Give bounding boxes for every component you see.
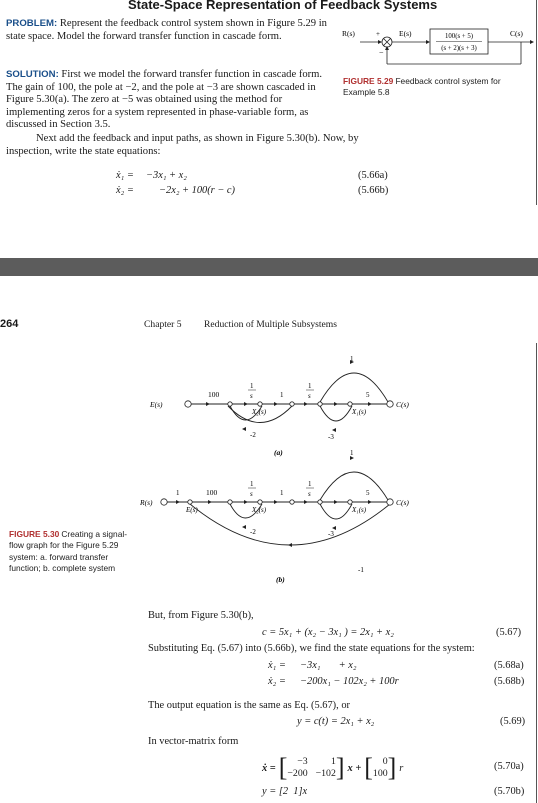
a22: −102 [315, 768, 336, 779]
gain-one-a-top: 1 [350, 355, 354, 363]
r-input-label: R(s) [342, 29, 355, 38]
matrix-b: [ 0 100 ] [364, 753, 397, 782]
gain-five-a: 5 [366, 391, 370, 399]
node-c-label-b: C(s) [396, 498, 409, 507]
but-text: But, from Figure 5.30(b), [148, 610, 254, 621]
figure-5-29-caption-text: Feedback control system for Example 5.8 [343, 76, 501, 97]
eq-5-66b-rhs: −2x₂ + 100(r − c) [159, 185, 236, 196]
solution-label: SOLUTION: [6, 69, 59, 80]
eq-5-66b-lhs: ẋ₂ = [116, 185, 134, 196]
chapter-title: Reduction of Multiple Subsystems [204, 319, 337, 330]
page-number: 264 [0, 318, 19, 330]
problem-label: PROBLEM: [6, 18, 58, 29]
integrator-2-num: 1 [308, 382, 312, 390]
page-1-right-edge [536, 0, 537, 205]
c-output-label: C(s) [510, 29, 523, 38]
eq-5-67: c = 5x₁ + (x₂ − 3x₁ ) = 2x₁ + x₂ [262, 627, 394, 638]
eq-5-68b-rhs: −200x₁ − 102x₂ + 100r [300, 676, 399, 687]
gain-five-b: 5 [366, 489, 370, 497]
b2: 100 [372, 768, 388, 779]
sub-a-label: (a) [274, 448, 283, 457]
eq-5-70b-number: (5.70b) [494, 786, 525, 797]
node-e-label-b: E(s) [186, 506, 198, 514]
gain-minus3-b: -3 [328, 530, 334, 538]
plus-sign: + [376, 30, 380, 38]
eq-5-70a [262, 752, 403, 784]
e-signal-label: E(s) [399, 29, 412, 38]
node-c-label-a: C(s) [396, 400, 409, 409]
integrator-1-num-b: 1 [250, 480, 254, 488]
eq-5-70a-x: x + [347, 762, 362, 774]
tf-numerator: 100(s + 5) [445, 33, 473, 40]
node-x1-label-a: X₁(s) [352, 408, 367, 416]
eq-5-69: y = c(t) = 2x₁ + x₂ [297, 716, 375, 727]
next-paragraph: Next add the feedback and input paths, as shown in Figure 5.30(b). Now, by inspection, write the state equations: [6, 133, 359, 157]
figure-5-30-label: FIGURE 5.30 [9, 529, 60, 539]
gain-one-b-top: 1 [350, 449, 354, 457]
eq-5-68b-number: (5.68b) [494, 676, 525, 687]
figure-5-29-block-diagram [338, 22, 536, 72]
figure-5-30-caption [9, 529, 141, 575]
gain-minus1-b: -1 [358, 566, 364, 574]
node-e-label: E(s) [150, 400, 163, 409]
eq-5-68a-lhs: ẋ₁ = [268, 660, 286, 671]
tf-denominator: (s + 2)(s + 3) [441, 45, 477, 52]
substitution-text: Substituting Eq. (5.67) into (5.66b), we find the state equations for the system: [148, 643, 475, 654]
node-e [185, 401, 191, 407]
node-x2-label-b: X₂(s) [252, 506, 267, 514]
integrator-1-den-b: s [250, 490, 253, 498]
eq-5-68a-number: (5.68a) [494, 660, 524, 671]
page-separator [0, 258, 538, 276]
gain-one-b-input: 1 [176, 489, 180, 497]
a12: 1 [330, 756, 336, 767]
solution-text: First we model the forward transfer function in cascade form. The gain of 100, the pole at −2, and the pole at −3 are shown cascaded in Figure 5.30(a). The zero at −5 was obtained using the method for implementing zeros for a system represented in phase-variable form, as discussed in Section 3.5. [6, 69, 323, 131]
eq-5-70a-r: r [399, 762, 404, 774]
node-x1-label-b: X₁(s) [352, 506, 367, 514]
eq-5-69-number: (5.69) [500, 716, 526, 727]
node-c-b [387, 499, 393, 505]
gain-minus2-b: -2 [250, 528, 256, 536]
node-r-label: R(s) [140, 498, 153, 507]
page-2-right-edge [536, 343, 537, 803]
eq-5-66a-number: (5.66a) [358, 170, 388, 181]
solution-paragraph [6, 69, 336, 132]
chapter-label: Chapter 5 [144, 319, 182, 330]
output-text: The output equation is the same as Eq. (5.67), or [148, 700, 350, 711]
gain-one-a1: 1 [280, 391, 284, 399]
figure-5-30-caption-text: Creating a signal-flow graph for the Figure 5.29 system: a. forward transfer function; b. complete system [9, 529, 128, 574]
node-c [387, 401, 393, 407]
sub-b-label: (b) [276, 575, 285, 584]
gain-100-a: 100 [208, 390, 220, 399]
a11: −3 [297, 756, 308, 767]
eq-5-70a-number: (5.70a) [494, 761, 524, 772]
problem-paragraph [6, 18, 334, 43]
figure-5-29-label: FIGURE 5.29 [343, 76, 394, 86]
eq-5-70a-lhs: ẋ = [262, 762, 276, 774]
integrator-2-num-b: 1 [308, 480, 312, 488]
gain-100-b: 100 [206, 488, 218, 497]
page-title: State-Space Representation of Feedback Systems [128, 0, 438, 12]
eq-5-70b: y = [2 1]x [262, 786, 308, 797]
minus-sign: − [379, 48, 384, 57]
vector-text: In vector-matrix form [148, 736, 239, 747]
eq-5-66a-rhs: −3x₁ + x₂ [146, 170, 187, 181]
eq-5-67-number: (5.67) [496, 627, 522, 638]
figure-5-29-caption [343, 76, 535, 97]
node-x2-label-a: X₂(s) [252, 408, 267, 416]
b1: 0 [382, 756, 388, 767]
eq-5-68a-rhs: −3x₁ + x₂ [300, 660, 357, 671]
integrator-2-den-b: s [308, 490, 311, 498]
eq-5-66b-number: (5.66b) [358, 185, 389, 196]
integrator-1-num: 1 [250, 382, 254, 390]
a21: −200 [287, 768, 308, 779]
matrix-a: [ −3 1 −200 −102 ] [278, 753, 345, 782]
eq-5-68b-lhs: ẋ₂ = [268, 676, 286, 687]
gain-minus3-a: -3 [328, 433, 334, 441]
gain-minus2-a: -2 [250, 431, 256, 439]
gain-one-b1: 1 [280, 489, 284, 497]
integrator-2-den: s [308, 392, 311, 400]
figure-5-30b-signal-flow-graph [140, 448, 430, 586]
node-r [161, 499, 167, 505]
integrator-1-den: s [250, 392, 253, 400]
problem-text: Represent the feedback control system shown in Figure 5.29 in state space. Model the forward transfer function in cascade form. [6, 18, 327, 42]
eq-5-66a-lhs: ẋ₁ = [116, 170, 134, 181]
